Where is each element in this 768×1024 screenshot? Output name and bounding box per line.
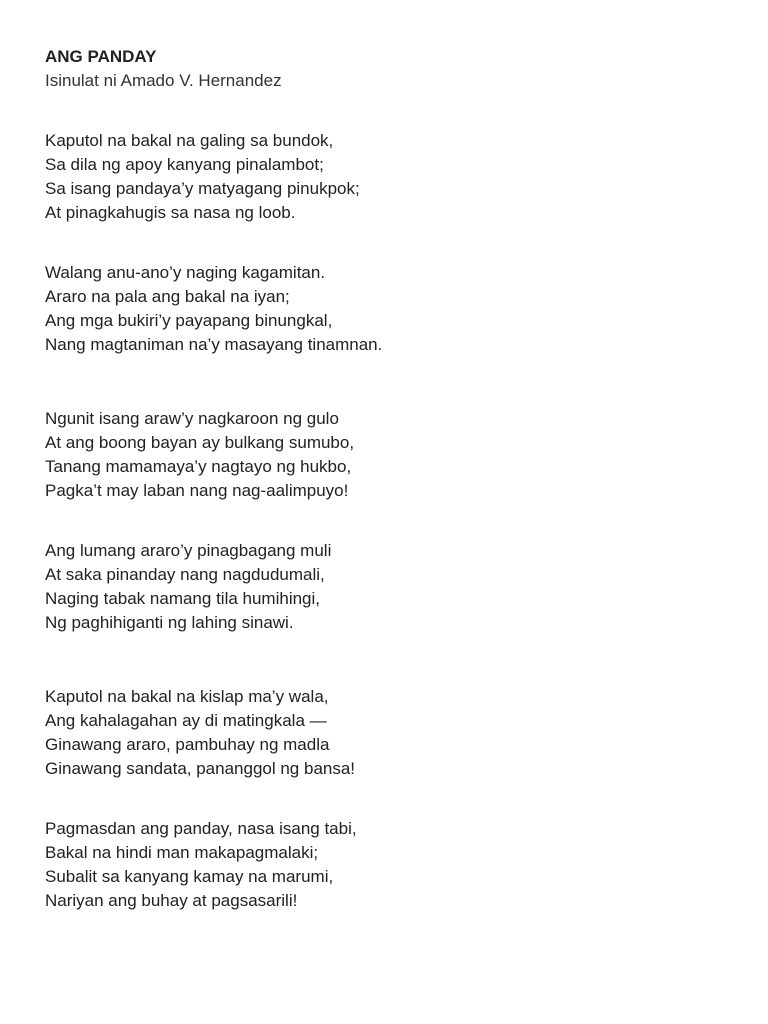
poem-line: Bakal na hindi man makapagmalaki; (45, 843, 319, 862)
stanza-2 (45, 261, 382, 357)
poem-line: Ngunit isang araw’y nagkaroon ng gulo (45, 409, 339, 428)
poem-line: Pagka’t may laban nang nag-aalimpuyo! (45, 481, 349, 500)
poem-line: Pagmasdan ang panday, nasa isang tabi, (45, 819, 357, 838)
poem-line: Kaputol na bakal na galing sa bundok, (45, 131, 334, 150)
poem-line: Subalit sa kanyang kamay na marumi, (45, 867, 334, 886)
poem-title: ANG PANDAY (45, 47, 157, 66)
poem-line: Nang magtaniman na’y masayang tinamnan. (45, 335, 383, 354)
poem-line: Ang kahalagahan ay di matingkala — (45, 711, 327, 730)
poem-line: Sa dila ng apoy kanyang pinalambot; (45, 155, 324, 174)
poem-line: At pinagkahugis sa nasa ng loob. (45, 203, 296, 222)
poem-line: Sa isang pandaya’y matyagang pinukpok; (45, 179, 360, 198)
poem-line: Ang lumang araro’y pinagbagang muli (45, 541, 332, 560)
stanza-5 (45, 685, 355, 781)
poem-line: Araro na pala ang bakal na iyan; (45, 287, 290, 306)
poem-line: Walang anu-ano’y naging kagamitan. (45, 263, 326, 282)
poem-line: Ginawang araro, pambuhay ng madla (45, 735, 330, 754)
poem-line: At ang boong bayan ay bulkang sumubo, (45, 433, 355, 452)
poem-line: Ang mga bukiri’y payapang binungkal, (45, 311, 333, 330)
poem-line: Tanang mamamaya’y nagtayo ng hukbo, (45, 457, 352, 476)
stanza-3 (45, 407, 354, 503)
stanza-6 (45, 817, 357, 913)
stanza-4 (45, 539, 331, 635)
poem-line: Ginawang sandata, pananggol ng bansa! (45, 759, 356, 778)
poem-line: Ng paghihiganti ng lahing sinawi. (45, 613, 294, 632)
poem-line: At saka pinanday nang nagdudumali, (45, 565, 325, 584)
stanza-1 (45, 129, 360, 225)
poem-line: Nariyan ang buhay at pagsasarili! (45, 891, 298, 910)
poem-line: Kaputol na bakal na kislap ma’y wala, (45, 687, 329, 706)
poem-author: Isinulat ni Amado V. Hernandez (45, 71, 282, 90)
poem-line: Naging tabak namang tila humihingi, (45, 589, 321, 608)
